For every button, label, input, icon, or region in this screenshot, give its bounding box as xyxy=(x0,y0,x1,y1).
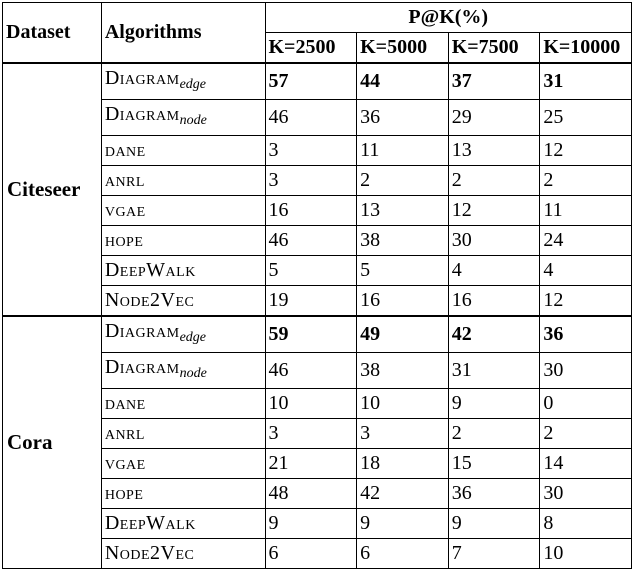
algorithm-cell xyxy=(101,286,265,317)
algorithm-name: Node2Vec xyxy=(104,542,195,564)
value-cell: 0 xyxy=(540,389,632,419)
k-header: K=7500 xyxy=(448,33,540,64)
algorithm-cell xyxy=(101,419,265,449)
algorithm-cell xyxy=(101,449,265,479)
value-cell: 37 xyxy=(448,63,540,100)
table-body xyxy=(3,63,632,569)
algorithm-cell xyxy=(101,100,265,136)
k-header: K=10000 xyxy=(540,33,632,64)
value-cell: 49 xyxy=(357,316,449,353)
value-cell: 6 xyxy=(265,539,357,569)
value-cell: 19 xyxy=(265,286,357,317)
value-cell: 36 xyxy=(357,100,449,136)
value-cell: 16 xyxy=(357,286,449,317)
value-cell: 4 xyxy=(448,256,540,286)
value-cell: 16 xyxy=(448,286,540,317)
algorithms-header: Algorithms xyxy=(101,3,265,64)
value-cell: 25 xyxy=(540,100,632,136)
value-cell: 9 xyxy=(448,509,540,539)
value-cell: 10 xyxy=(357,389,449,419)
algorithm-cell xyxy=(101,136,265,166)
algorithm-name: dane xyxy=(104,139,146,161)
algorithm-cell xyxy=(101,509,265,539)
k-header: K=2500 xyxy=(265,33,357,64)
value-cell: 29 xyxy=(448,100,540,136)
value-cell: 3 xyxy=(265,136,357,166)
value-cell: 13 xyxy=(448,136,540,166)
value-cell: 12 xyxy=(540,286,632,317)
value-cell: 11 xyxy=(357,136,449,166)
value-cell: 24 xyxy=(540,226,632,256)
algorithm-name: dane xyxy=(104,392,146,414)
value-cell: 10 xyxy=(265,389,357,419)
algorithm-cell xyxy=(101,316,265,353)
value-cell: 21 xyxy=(265,449,357,479)
value-cell: 44 xyxy=(357,63,449,100)
algorithm-cell xyxy=(101,226,265,256)
value-cell: 2 xyxy=(540,166,632,196)
value-cell: 30 xyxy=(540,353,632,389)
dataset-cell: Cora xyxy=(3,316,102,569)
value-cell: 10 xyxy=(540,539,632,569)
algorithm-name: vgae xyxy=(104,199,146,221)
algorithm-name: DeepWalk xyxy=(104,512,196,534)
value-cell: 31 xyxy=(540,63,632,100)
value-cell: 6 xyxy=(357,539,449,569)
table-row xyxy=(3,316,632,353)
value-cell: 42 xyxy=(357,479,449,509)
algorithm-name: Diagram xyxy=(104,67,180,89)
algorithm-name: anrl xyxy=(104,422,145,444)
algorithm-cell xyxy=(101,389,265,419)
algorithm-name: Diagram xyxy=(104,320,180,342)
value-cell: 46 xyxy=(265,100,357,136)
algorithm-name: Node2Vec xyxy=(104,289,195,311)
value-cell: 46 xyxy=(265,226,357,256)
algorithm-cell xyxy=(101,256,265,286)
value-cell: 46 xyxy=(265,353,357,389)
algorithm-name: anrl xyxy=(104,169,145,191)
algorithm-name: Diagram xyxy=(104,103,180,125)
algorithm-subscript: edge xyxy=(179,77,206,92)
results-table xyxy=(2,2,632,569)
value-cell: 3 xyxy=(265,419,357,449)
algorithm-cell xyxy=(101,166,265,196)
value-cell: 3 xyxy=(265,166,357,196)
value-cell: 18 xyxy=(357,449,449,479)
value-cell: 3 xyxy=(357,419,449,449)
algorithm-cell xyxy=(101,196,265,226)
algorithm-name: vgae xyxy=(104,452,146,474)
algorithm-name: DeepWalk xyxy=(104,259,196,281)
value-cell: 12 xyxy=(448,196,540,226)
header-row-1 xyxy=(3,3,632,33)
value-cell: 5 xyxy=(357,256,449,286)
value-cell: 57 xyxy=(265,63,357,100)
algorithm-subscript: node xyxy=(179,366,207,381)
value-cell: 48 xyxy=(265,479,357,509)
value-cell: 9 xyxy=(448,389,540,419)
value-cell: 2 xyxy=(357,166,449,196)
algorithm-name: hope xyxy=(104,229,144,251)
algorithm-cell xyxy=(101,479,265,509)
value-cell: 59 xyxy=(265,316,357,353)
value-cell: 4 xyxy=(540,256,632,286)
algorithm-cell xyxy=(101,353,265,389)
value-cell: 30 xyxy=(448,226,540,256)
value-cell: 13 xyxy=(357,196,449,226)
value-cell: 7 xyxy=(448,539,540,569)
value-cell: 12 xyxy=(540,136,632,166)
algorithm-name: hope xyxy=(104,482,144,504)
value-cell: 42 xyxy=(448,316,540,353)
algorithm-cell xyxy=(101,63,265,100)
value-cell: 15 xyxy=(448,449,540,479)
value-cell: 16 xyxy=(265,196,357,226)
table-row xyxy=(3,63,632,100)
value-cell: 36 xyxy=(448,479,540,509)
value-cell: 31 xyxy=(448,353,540,389)
value-cell: 2 xyxy=(448,419,540,449)
dataset-header: Dataset xyxy=(3,3,102,64)
value-cell: 14 xyxy=(540,449,632,479)
value-cell: 38 xyxy=(357,353,449,389)
value-cell: 9 xyxy=(357,509,449,539)
value-cell: 36 xyxy=(540,316,632,353)
algorithm-subscript: edge xyxy=(179,330,206,345)
algorithm-cell xyxy=(101,539,265,569)
k-header: K=5000 xyxy=(357,33,449,64)
value-cell: 9 xyxy=(265,509,357,539)
dataset-cell: Citeseer xyxy=(3,63,102,316)
algorithm-name: Diagram xyxy=(104,356,180,378)
value-cell: 2 xyxy=(448,166,540,196)
value-cell: 11 xyxy=(540,196,632,226)
algorithm-subscript: node xyxy=(179,113,207,128)
value-cell: 38 xyxy=(357,226,449,256)
value-cell: 30 xyxy=(540,479,632,509)
value-cell: 5 xyxy=(265,256,357,286)
metric-header: P@K(%) xyxy=(265,3,632,33)
value-cell: 2 xyxy=(540,419,632,449)
value-cell: 8 xyxy=(540,509,632,539)
